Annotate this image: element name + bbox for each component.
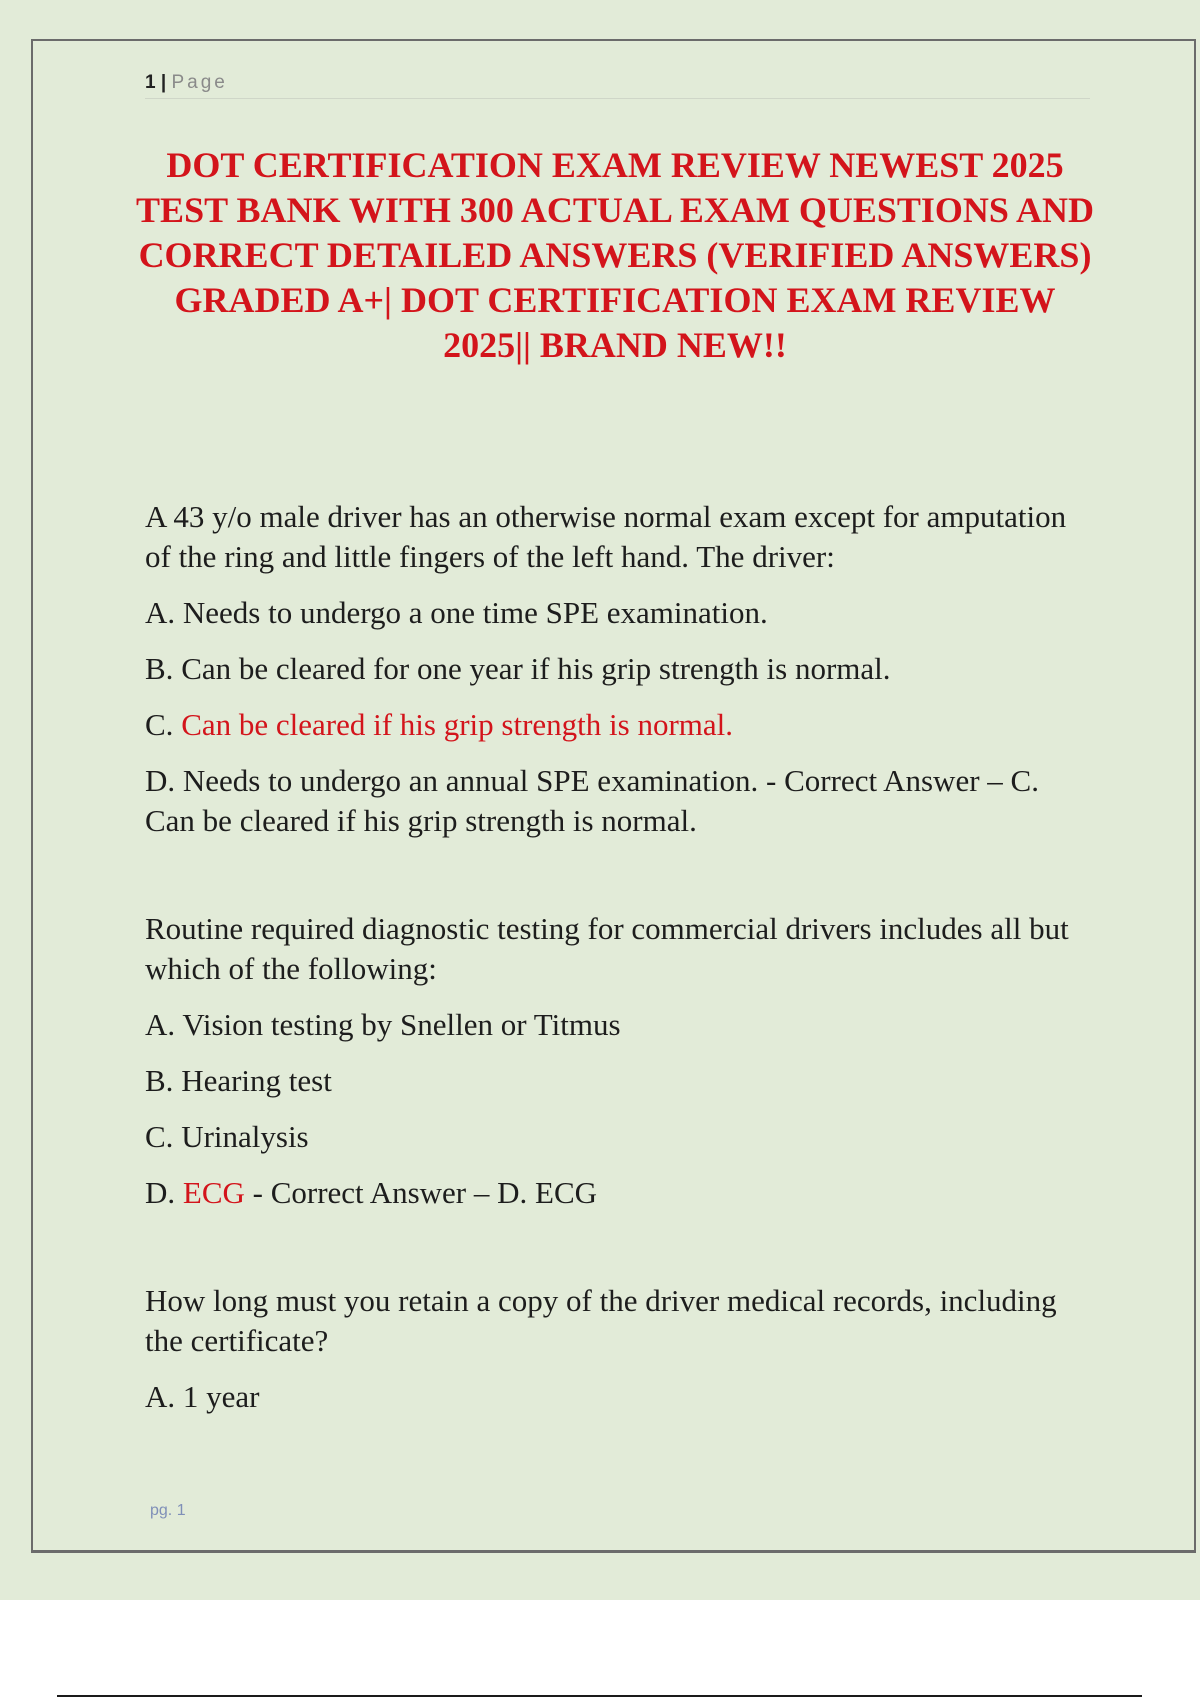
answer-option-c: [145, 1117, 1090, 1157]
question-list: [145, 497, 1090, 1417]
option-prefix: B.: [145, 1063, 182, 1098]
correct-option-text: ECG: [182, 1175, 245, 1210]
answer-option-b: [145, 1061, 1090, 1101]
answer-option-a: [145, 1377, 1090, 1417]
answer-option-b: [145, 649, 1090, 689]
page-header: [145, 72, 1090, 99]
option-prefix: A.: [145, 1379, 183, 1414]
option-text: Needs to undergo an annual SPE examination. - Correct Answer – C. Can be cleared if his grip strength is normal.: [145, 763, 1039, 838]
option-prefix: D.: [145, 1175, 183, 1210]
answer-option-d: [145, 1173, 1090, 1213]
bottom-divider: [57, 1695, 1142, 1697]
document-title: DOT CERTIFICATION EXAM REVIEW NEWEST 2025 TEST BANK WITH 300 ACTUAL EXAM QUESTIONS AND CORRECT DETAILED ANSWERS (VERIFIED ANSWERS) GRADED A+| DOT CERTIFICATION EXAM REVIEW 2025|| BRAND NEW!!: [136, 145, 1094, 365]
answer-option-a: [145, 593, 1090, 633]
option-prefix: B.: [145, 651, 182, 686]
option-prefix: A.: [145, 1007, 183, 1042]
option-text: 1 year: [182, 1379, 260, 1414]
option-text: Can be cleared for one year if his grip strength is normal.: [181, 651, 891, 686]
answer-option-c: [145, 705, 1090, 745]
option-suffix: - Correct Answer – D. ECG: [244, 1175, 598, 1210]
header-separator: |: [155, 72, 172, 93]
option-prefix: D.: [145, 763, 183, 798]
spacer: [145, 841, 1090, 909]
answer-option-a: [145, 1005, 1090, 1045]
question-text: Routine required diagnostic testing for commercial drivers includes all but which of the following:: [145, 911, 1069, 986]
question-text: How long must you retain a copy of the driver medical records, including the certificate?: [145, 1283, 1057, 1358]
spacer: [145, 1213, 1090, 1281]
header-page-number: 1: [145, 72, 156, 93]
question-block-2: [145, 909, 1090, 1213]
answer-option-d: [145, 761, 1090, 841]
option-text: Hearing test: [181, 1063, 332, 1098]
question-block-3: [145, 1281, 1090, 1417]
question-block-1: [145, 497, 1090, 841]
question-text: A 43 y/o male driver has an otherwise normal exam except for amputation of the ring and little fingers of the left hand. The driver:: [145, 499, 1067, 574]
correct-option-text: Can be cleared if his grip strength is normal.: [181, 707, 734, 742]
option-text: Needs to undergo a one time SPE examination.: [182, 595, 768, 630]
option-prefix: C.: [145, 707, 182, 742]
page-footer: pg. 1: [150, 1502, 186, 1519]
option-prefix: C.: [145, 1119, 182, 1154]
option-text: Vision testing by Snellen or Titmus: [182, 1007, 621, 1042]
option-prefix: A.: [145, 595, 183, 630]
header-page-word: Page: [171, 72, 228, 93]
option-text: Urinalysis: [181, 1119, 309, 1154]
